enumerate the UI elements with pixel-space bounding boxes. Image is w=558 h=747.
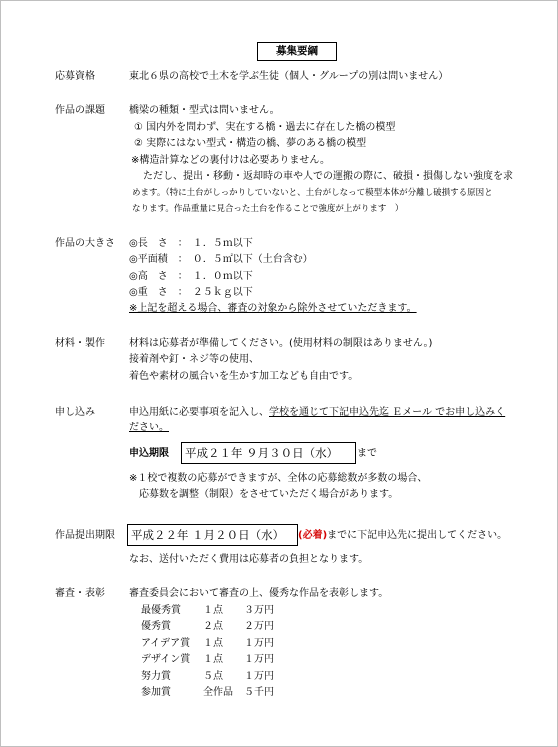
award-count: 全作品: [203, 687, 233, 698]
theme-line-3: ② 実際にはない型式・構造の橋、夢のある橋の模型: [134, 138, 367, 149]
theme-line-6: めます。（特に土台がしっかりしていないと、土台がしなって模型本体が分離し破損する原因と: [132, 188, 493, 198]
theme-label: 作品の課題: [55, 105, 105, 116]
materials-line-3: 着色や素材の風合いを生かす加工なども自由です。: [129, 371, 359, 382]
theme-line-1: 橋梁の種類・型式は問いません。: [129, 105, 280, 116]
award-prize: １万円: [244, 671, 274, 682]
award-count: ５点: [203, 671, 223, 682]
theme-line-7: なります。作品重量に見合った土台を作ることで強度が上がります ）: [132, 204, 404, 214]
application-deadline-label: 申込期限: [129, 448, 169, 459]
award-prize: １万円: [244, 638, 274, 649]
materials-line-2: 接着剤や釘・ネジ等の使用、: [129, 354, 259, 365]
award-prize: ３万円: [244, 605, 274, 616]
award-prize: ５千円: [244, 687, 274, 698]
application-note-1: ※１校で複数の応募ができますが、全体の応募総数が多数の場合、: [129, 473, 428, 484]
size-line-4: ◎重 さ ： ２５ｋｇ以下: [129, 287, 253, 298]
award-name: デザイン賞: [141, 654, 191, 665]
submission-note: なお、送付いただく費用は応募者の負担となります。: [129, 554, 369, 565]
submission-deadline-text: [298, 529, 507, 542]
awards-intro: 審査委員会において審査の上、優秀な作品を表彰します。: [129, 588, 389, 599]
award-count: １点: [203, 605, 223, 616]
application-line-2: ださい。: [129, 422, 169, 433]
application-note-2: 応募数を調整（制限）をさせていただく場合があります。: [139, 489, 399, 500]
size-line-2: ◎平面積 ： ０．５㎡以下（土台含む）: [129, 254, 313, 265]
application-deadline-box: 平成２１年 ９月３０日（水）: [181, 442, 356, 464]
award-name: 努力賞: [141, 671, 171, 682]
size-line-1: ◎長 さ ： １．５ｍ以下: [129, 238, 253, 249]
size-line-3: ◎高 さ ： １．０ｍ以下: [129, 271, 253, 282]
award-count: １点: [203, 638, 223, 649]
award-name: 参加賞: [141, 687, 171, 698]
materials-line-1: 材料は応募者が準備してください。(使用材料の制限はありません。): [129, 338, 433, 349]
document-title: 募集要綱: [257, 42, 337, 61]
application-deadline-suffix: まで: [357, 448, 377, 459]
size-note: ※上記を超える場合、審査の対象から除外させていただきます。: [129, 303, 417, 314]
theme-line-2: ① 国内外を問わず、実在する橋・過去に存在した橋の模型: [134, 122, 396, 133]
application-label: 申し込み: [55, 407, 95, 418]
award-prize: ２万円: [244, 621, 274, 632]
theme-line-4: ※構造計算などの裏付けは必要ありません。: [131, 155, 330, 166]
application-line-1: [129, 406, 505, 419]
awards-label: 審査・表彰: [55, 588, 105, 599]
theme-line-5: ただし、提出・移動・返却時の車や人での運搬の際に、破損・損傷しない強度を求: [143, 171, 513, 182]
size-label: 作品の大きさ: [55, 238, 115, 249]
materials-label: 材料・製作: [55, 338, 105, 349]
submission-required-badge: (必着): [298, 530, 328, 541]
submission-label: 作品提出期限: [55, 530, 115, 541]
award-count: ２点: [203, 621, 223, 632]
submission-suffix: までに下記申込先に提出してください。: [327, 530, 508, 541]
award-prize: １万円: [244, 654, 274, 665]
eligibility-text: 東北６県の高校で土木を学ぶ生徒（個人・グループの別は問いません）: [129, 71, 449, 82]
submission-deadline-box: 平成２２年 １月２０日（水）: [127, 524, 298, 546]
award-name: 最優秀賞: [141, 605, 181, 616]
award-name: 優秀賞: [141, 621, 171, 632]
application-line-1-underlined: 学校を通じて下記申込先迄 Ｅメール でお申し込みく: [269, 407, 506, 418]
application-line-1-plain: 申込用紙に必要事項を記入し、: [129, 407, 269, 418]
award-name: アイデア賞: [141, 638, 191, 649]
eligibility-label: 応募資格: [55, 71, 95, 82]
award-count: １点: [203, 654, 223, 665]
